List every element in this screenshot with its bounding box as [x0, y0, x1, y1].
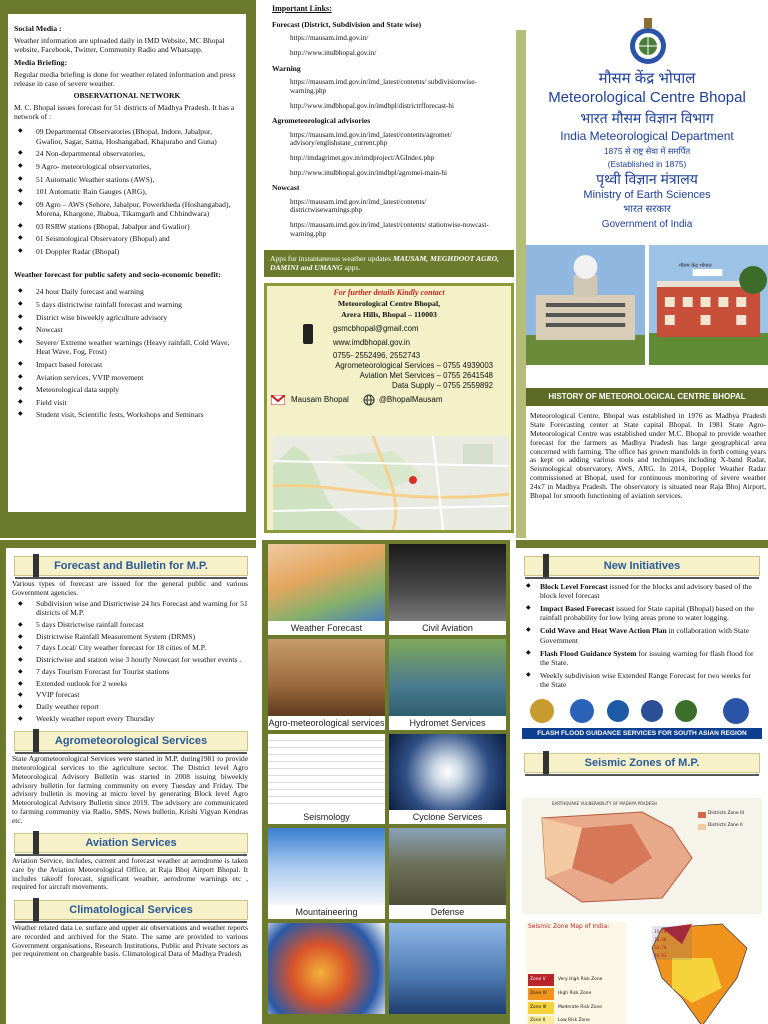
- gallery-caption: Agro-meteorological services: [268, 717, 385, 728]
- zone-pct: 40.93: [654, 954, 667, 959]
- gallery-item: [389, 828, 506, 919]
- links-group-heading: Nowcast: [272, 183, 300, 193]
- zone-row-label: Moderate Risk Zone: [558, 1005, 602, 1010]
- social-row: [267, 394, 511, 406]
- network-heading: OBSERVATIONAL NETWORK: [73, 91, 181, 101]
- list-item: ◆ VVIP forecast: [12, 691, 248, 700]
- link[interactable]: http://www.imdbhopal.gov.in/imdbpl/districtrfforecast-hi: [290, 101, 455, 110]
- zone-row: Zone II: [530, 1018, 546, 1023]
- gallery-item: [268, 639, 385, 730]
- contact-box: [264, 283, 514, 533]
- gallery-caption: Civil Aviation: [389, 621, 506, 635]
- ministry-english: Ministry of Earth Sciences: [583, 188, 711, 201]
- link[interactable]: https://mausam.imd.gov.in/imd_latest/contents/ districtwisewarnings.php: [290, 197, 427, 215]
- zone-pct: 10.79: [654, 930, 667, 935]
- list-item: ◆ 01 Doppler Radar (Bhopal): [14, 247, 240, 256]
- list-item: ◆ 09 Departmental Observatories (Bhopal, Indore, Jabalpur, Gwalior, Sagar, Satna, Hoshangabad, Khajuraho and Guna): [14, 127, 240, 146]
- zone-row-label: Very High Risk Zone: [558, 977, 603, 982]
- gallery-item: [268, 828, 385, 919]
- gallery-caption: Defense: [389, 905, 506, 919]
- list-item: ◆ 7 days Local/ City weather forecast for 18 cities of M.P.: [12, 644, 248, 653]
- services-gallery: [262, 540, 510, 1024]
- zone-row: Zone III: [530, 1005, 547, 1010]
- public-list: [14, 287, 240, 419]
- address-line-1: Meteorological Centre Bhopal,: [337, 299, 441, 308]
- list-item: ◆ 5 days Districtwise rainfall forecast: [12, 621, 248, 630]
- history-text: Meteorological Centre, Bhopal was established in 1976 as Madhya Pradesh State Forecasting center at State capital Bhopal. In 1981 State Agro-Meteorological Centre was established under M.C. Bhopal to provide weather forecast for the farmers as Madhya Pradesh has large geographical area concerned with farming. The office has grown manifolds in forth coming years as kept on adding various tools and techniques including X-band Radar, Seismological observatory, AWS, ARG. In 2014, Doppler Weather Radar commissioned at Bhopal, used for continuous monitoring of severe weather 24x7 in Madhya Pradesh. The observatory is situated near Raja Bhoj Airport, Bhopal for smooth functioning of aviation services.: [530, 411, 766, 500]
- seismic-legend-item: Districts Zone III: [708, 811, 744, 816]
- apps-note: [264, 250, 514, 277]
- phone-number: 0755- 2552496, 2552743: [333, 351, 421, 361]
- agro-text: State Agrometeorological Services were started in M.P. during1981 to provide meteorological services to the agriculture sector. The District level Agro Meteorological Advisory Bulletin was started in 2008 issuing biweekly advisory bulletin for farming community on every Tuesday and Friday. The advisory bulletin is moving at micro level by generating Block level Agro Meteorological Advisory Bulletin since 2019. The advisory are communicated to farming community via Radio, SMS, News bulletin, Krishi Vigyan Kendras etc.: [12, 754, 248, 825]
- list-item: ◆ 09 Agro – AWS (Sehore, Jabalpur, Powerkheda (Hoshangabad), Morena, Khargone, Jhabua, Tikamgarh and Chhindwara): [14, 200, 240, 219]
- forecast-intro: Various types of forecast are issued for the general public and various Government agencies.: [12, 579, 248, 597]
- left-bottom-panel: [0, 540, 256, 1024]
- list-item: ◆ Flash Flood Guidance System for issuing warning for flash flood for the State.: [522, 649, 762, 667]
- globe-icon: [363, 394, 375, 406]
- since-english: (Established in 1875): [607, 158, 687, 169]
- media-text: Regular media briefing is done for weather related information and press release in case of severe weather.: [14, 69, 236, 89]
- link[interactable]: http://imdagrimet.gov.in/imdproject/AGIndex.php: [290, 153, 435, 162]
- seismic-heading: Seismic Zones of M.P.: [524, 753, 760, 773]
- radar-building-photo: [526, 245, 645, 365]
- network-intro: M. C. Bhopal issues forecast for 51 districts of Madhya Pradesh. It has a network of :: [14, 102, 235, 122]
- list-item: ◆ 7 days Tourism Forecast for Tourist stations: [12, 668, 248, 677]
- imd-hindi: भारत मौसम विज्ञान विभाग: [580, 109, 714, 126]
- climate-text: Weather related data i.e. surface and upper air observations and weather reports are recorded and archived for the State. The same are provided to various Government organisations, Research Institutions, Public and Private sectors as per requirement on chargeable basis. Climatological Data of Madhya Pradesh: [12, 923, 248, 959]
- public-heading: Weather forecast for public safety and socio-economic benefit:: [14, 269, 221, 279]
- contact-heading: For further details Kindly contact: [333, 288, 445, 297]
- imd-english: India Meteorological Department: [560, 129, 734, 143]
- website[interactable]: www.imdbhopal.gov.in: [333, 337, 410, 347]
- service-contact: Aviation Met Services – 0755 2641548: [359, 370, 493, 380]
- seismic-maps: [522, 798, 762, 1024]
- email[interactable]: gsmcbhopal@gmail.com: [333, 323, 419, 333]
- gallery-item: [389, 544, 506, 635]
- gallery-item: [389, 734, 506, 825]
- list-item: ◆ Nowcast: [14, 325, 240, 334]
- left-top-panel: [0, 0, 256, 538]
- link[interactable]: https://mausam.imd.gov.in/: [290, 34, 369, 43]
- ministry-hindi: पृथ्वी विज्ञान मंत्रालय: [596, 171, 698, 187]
- list-item: ◆ District wise biweekly agriculture advisory: [14, 313, 240, 322]
- gallery-item: [268, 544, 385, 635]
- gallery-item: [389, 639, 506, 730]
- gmail-icon: [271, 395, 285, 405]
- ffg-banner: [522, 695, 762, 739]
- list-item: ◆ Districtwise Rainfall Measurement System (DRMS): [12, 633, 248, 642]
- list-item: ◆ 9 Agro- meteorological observatories,: [14, 162, 240, 171]
- list-item: ◆ 24 Non-departmental observatories,: [14, 149, 240, 158]
- since-hindi: 1875 से राष्ट्र सेवा में समर्पित: [603, 146, 691, 156]
- phone-icon: [303, 324, 313, 344]
- list-item: ◆ Aviation services, VVIP movement: [14, 373, 240, 382]
- link[interactable]: https://mausam.imd.gov.in/imd_latest/contents/ subdivisionwise-warning.php: [290, 78, 477, 95]
- social-text: Weather information are uploaded daily in IMD Website, MC Bhopal website, Facebook, Twitter, Community Radio and Whatsapp.: [14, 35, 225, 54]
- list-item: ◆ Daily weather report: [12, 703, 248, 712]
- links-group-heading: Forecast (District, Subdivision and State wise): [272, 20, 422, 29]
- initiatives-heading: New Initiatives: [524, 556, 760, 576]
- forecast-heading: Forecast and Bulletin for M.P.: [14, 556, 248, 576]
- apps-names: MAUSAM, MEGHDOOT AGRO, DAMINI and UMANG: [270, 254, 500, 273]
- link[interactable]: https://mausam.imd.gov.in/imd_latest/contents/ stationwise-nowcast-warning.php: [290, 220, 489, 238]
- title-hindi: मौसम केंद्र भोपाल: [598, 70, 696, 87]
- list-item: ◆ Subdivision wise and Districtwise 24 hrs Forecast and warning for 51 districts of M.P.: [12, 600, 248, 617]
- list-item: ◆ Student visit, Scientific fests, Workshops and Seminars: [14, 410, 240, 419]
- building-sign: मौसम केंद्र भोपाल: [679, 263, 712, 269]
- media-heading: Media Briefing:: [14, 58, 68, 68]
- list-item: ◆ 03 RSRW stations (Bhopal, Jabalpur and Gwalior): [14, 222, 240, 231]
- inner-panels: [0, 540, 768, 1024]
- gallery-item: [268, 734, 385, 825]
- links-group-heading: Warning: [272, 63, 301, 73]
- list-item: ◆ Weekly subdivision wise Extended Range Forecast for two weeks for the State: [522, 671, 762, 689]
- list-item: ◆ Districtwise and station wise 3 hourly Nowcast for weather events .: [12, 656, 248, 665]
- list-item: ◆ Weekly weather report every Thursday: [12, 715, 248, 724]
- gallery-item: [268, 923, 385, 1014]
- list-item: ◆ Impact Based Forecast issued for State capital (Bhopal) based on the rainfall probability for low lying areas prone to water logging.: [522, 604, 762, 622]
- gallery-caption: Mountaineering: [268, 905, 385, 919]
- list-item: ◆ Block Level Forecast issued for the blocks and advisory based of the block level forecast: [522, 582, 762, 600]
- zone-row-label: Low Risk Zone: [558, 1018, 590, 1023]
- links-group-heading: Agrometeorological advisories: [272, 116, 371, 126]
- apps-text-end: apps.: [344, 263, 361, 273]
- office-photos: [526, 245, 768, 365]
- link[interactable]: http://www.imdbhopal.gov.in/: [290, 49, 377, 58]
- gallery-item: [389, 923, 506, 1014]
- govt-english: Government of India: [601, 218, 693, 230]
- seismic-legend-item: Districts Zone II: [708, 823, 743, 828]
- history-heading: HISTORY OF METEOROLOGICAL CENTRE BHOPAL: [526, 388, 768, 406]
- office-building-photo: [649, 245, 768, 365]
- title-english: Meteorological Centre Bhopal: [548, 88, 746, 106]
- apps-text: Apps for instantaneous weather updates: [270, 254, 392, 263]
- link[interactable]: https://mausam.imd.gov.in/imd_latest/contents/agromet/ advisory/englishstate_current.php: [290, 130, 452, 148]
- important-links: [260, 0, 510, 238]
- agro-heading: Agrometeorological Services: [14, 731, 248, 751]
- network-list: [14, 127, 240, 256]
- address-line-2: Arera Hills, Bhopal – 110003: [341, 309, 437, 319]
- zone-row: Zone IV: [530, 991, 547, 996]
- list-item: ◆ Severe/ Extreme weather warnings (Heavy rainfall, Cold Wave, Heat Wave, Fog, Frost): [14, 338, 240, 357]
- service-contact: Agrometeorological Services – 0755 4939003: [335, 361, 493, 371]
- zone-row-label: High Risk Zone: [558, 991, 592, 996]
- zone-pct: 18.30: [654, 938, 667, 943]
- aviation-text: Aviation Service, includes, current and forecast weather at aerodrome is taken care by the Aviation Meteorological Office, at Raja Bhoj Airport Bhopal. It includes takeoff forecast, significant weather, aerodrome warnings etc , required for aircraft movements.: [12, 856, 248, 892]
- zone-map-heading: Seismic Zone Map of India:: [528, 923, 610, 930]
- list-item: ◆ Meteorological data supply: [14, 385, 240, 394]
- link[interactable]: http://www.imdbhopal.gov.in/imdbpl/agromei-main-hi: [290, 168, 447, 177]
- climate-heading: Climatological Services: [14, 900, 248, 920]
- zone-pct: 30.79: [654, 946, 667, 951]
- list-item: ◆ Impact based forecast: [14, 360, 240, 369]
- forecast-list: [6, 600, 256, 723]
- gallery-caption: Seismology: [268, 810, 385, 824]
- list-item: ◆ 01 Seismological Observatory (Bhopal) and: [14, 234, 240, 243]
- initiatives-list: [516, 582, 768, 689]
- list-item: ◆ 5 days districtwise rainfall forecast and warning: [14, 300, 240, 309]
- list-item: ◆ Field visit: [14, 398, 240, 407]
- list-item: ◆ 24 hour Daily forecast and warning: [14, 287, 240, 296]
- seismic-map-title: EARTHQUAKE VULNERABILITY OF MADHYA PRADESH: [552, 801, 657, 806]
- social-heading: Social Media :: [14, 24, 62, 33]
- govt-hindi: भारत सरकार: [623, 204, 671, 216]
- gallery-caption: Cyclone Services: [389, 810, 506, 824]
- aviation-heading: Aviation Services: [14, 833, 248, 853]
- list-item: ◆ 101 Automatic Rain Gauges (ARG),: [14, 187, 240, 196]
- imd-emblem-icon: [626, 18, 670, 66]
- links-title: Important Links:: [272, 4, 332, 13]
- right-top-panel: [516, 30, 768, 538]
- twitter-handle[interactable]: @BhopalMausam: [378, 395, 443, 405]
- gmail-name[interactable]: Mausam Bhopal: [291, 395, 349, 405]
- location-map[interactable]: [273, 436, 509, 530]
- gallery-caption: Hydromet Services: [389, 716, 506, 730]
- right-bottom-panel: [516, 540, 768, 1024]
- service-contact: Data Supply – 0755 2559892: [391, 380, 493, 390]
- list-item: ◆ 51 Automatic Weather stations (AWS),: [14, 175, 240, 184]
- middle-top-panel: [260, 0, 510, 538]
- ffg-banner-text: FLASH FLOOD GUIDANCE SERVICES FOR SOUTH ASIAN REGION: [522, 728, 762, 739]
- zone-row: Zone V: [530, 977, 546, 982]
- gallery-caption: Weather Forecast: [268, 621, 385, 635]
- list-item: ◆ Cold Wave and Heat Wave Action Plan in collaboration with State Government: [522, 626, 762, 644]
- list-item: ◆ Extended outlook for 2 weeks: [12, 680, 248, 689]
